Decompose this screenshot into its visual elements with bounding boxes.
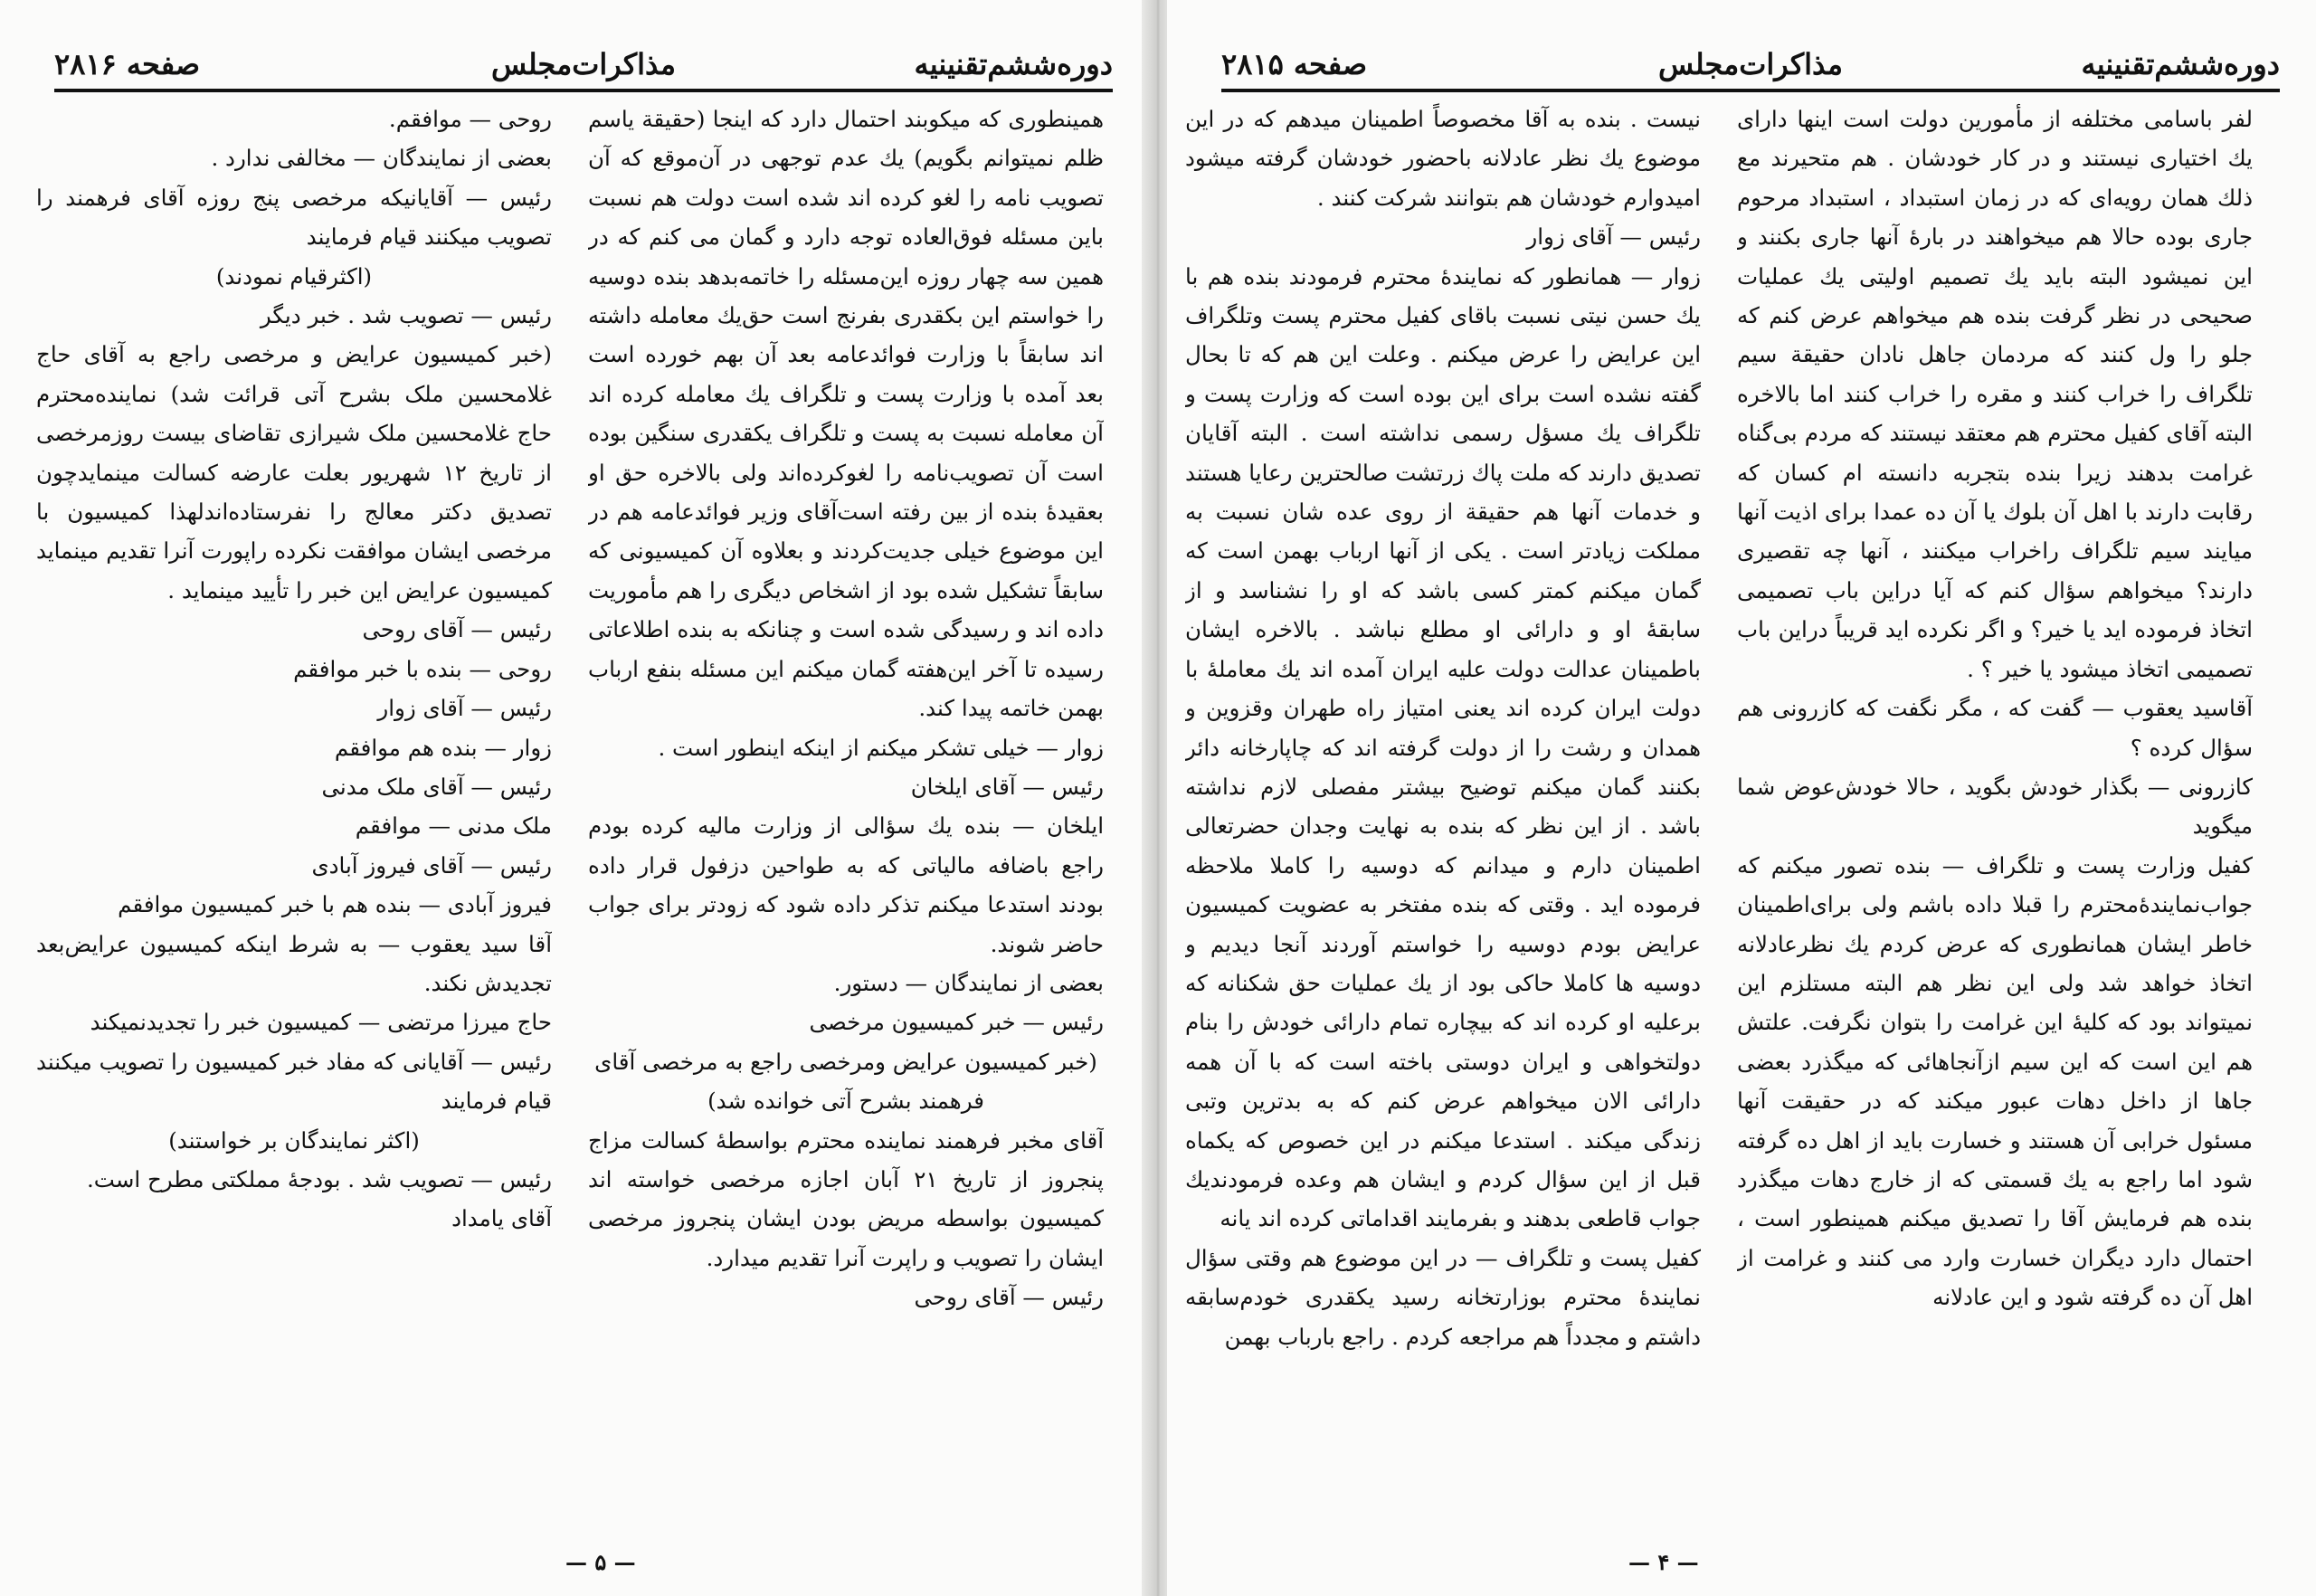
paragraph: همینطوری که میکوبند احتمال دارد که اینجا (حقیقة یاسم ظلم نمیتوانم بگویم) یك عدم توجهی در آن‌موقع که آن تصویب نامه را لغو کرده اند شده است دولت هم نسبت باین مسئله فوق‌العاده توجه دارد و گمان می کنم که در همین سه چهار روزه این‌مسئله را خاتمه‌بدهد بنده دوسیه را خواستم این بکقدری بفرنج است حق‌یك معامله داشته اند سابقاً با وزارت فوائدعامه بعد آن بهم خورده است بعد آمده با وزارت پست و تلگراف یك معامله کرده اند آن معامله نسبت به پست و تلگراف یکقدری سنگین بوده است آن تصویب‌نامه را لغوکرده‌اند ولی بالاخره حق او بعقیدهٔ بنده از بین رفته است‌آقای وزیر فوائدعامه هم در این موضوع خیلی جدیت‌کردند و بعلاوه آن کمیسیونی که سابقاً تشکیل شده بود از اشخاص دیگری را هم مأموریت داده اند و رسیدگی شده است و چنانکه به بنده اطلاعاتی رسیده تا آخر این‌هفته گمان میکنم این مسئله بنفع ارباب بهمن خاتمه پیدا کند. — [588, 106, 1104, 722]
paragraph: روحی — موافقم. — [388, 106, 552, 132]
right-page-header — [1221, 43, 2280, 92]
paragraph: آقاسید یعقوب — گفت که ، مگر نگفت که کازرونی هم سؤال کرده ؟ — [1737, 695, 2253, 761]
right-page-column-left — [1185, 100, 1701, 1511]
left-page-folio: — ۵ — — [565, 1549, 636, 1575]
right-page-column-right — [1737, 100, 2253, 1511]
paragraph: رئیس — آقای روحی — [362, 616, 552, 643]
paragraph: کفیل پست و تلگراف — در این موضوع هم وقتی سؤال نمایندهٔ محترم بوزارتخانه رسید یکقدری خودم‌سابقه داشتم و مجدداً هم مراجعه کردم . راجع بارباب بهمن — [1185, 1244, 1701, 1350]
right-page — [1167, 0, 2316, 1596]
paragraph: فیروز آبادی — بنده هم با خبر کمیسیون موافقم — [118, 891, 552, 918]
paragraph: رئیس — تصویب شد . خبر دیگر — [260, 302, 552, 329]
paragraph: زوار — خیلی تشکر میکنم از اینکه اینطور است . — [658, 734, 1104, 761]
paragraph: رئیس — خبر کمیسیون مرخصی — [809, 1009, 1104, 1036]
paragraph: روحی — بنده با خبر موافقم — [293, 655, 552, 682]
paragraph: بعضی از نمایندگان — دستور. — [833, 969, 1104, 996]
paragraph: زوار — همانطور که نمایندهٔ محترم فرمودند بنده هم با یك حسن نیتی نسبت باقای کفیل محترم پست وتلگراف این عرایض را عرض میکنم . وعلت این هم که تا بحال گفته نشده است برای این بوده است که وزارت پست و تلگراف یك مسؤل رسمی نداشته است . البته آقایان تصدیق دارند که ملت پاك زرتشت صالحترین رعایا هستند و خدمات آنها هم حقیقة از روی عده شان نسبت به مملکت زیادتر است . یکی از آنها ارباب بهمن است که گمان میکنم کمتر کسی باشد که او را نشناسد و از سابقهٔ او و دارائی او مطلع نباشد . بالاخره ایشان باطمینان عدالت دولت علیه ایران آمده اند یك معاملهٔ با دولت ایران کرده اند یعنی امتیاز راه طهران وقزوین و همدان و رشت را از دولت گرفته اند که چاپارخانه دائر بکنند گمان میکنم توضیح بیشتر مفصلی لازم نداشته باشد . از این نظر که بنده به نهایت وجدان حضرتعالی اطمینان دارم و میدانم که دوسیه را کاملا ملاحظه فرموده اید . وقتی که بنده مفتخر به عضویت کمیسیون عرایض بودم دوسیه را خواستم آوردند آنجا دیدیم و دوسیه ها کاملا حاکی بود از یك عملیات حق شکنانه که برعلیه او کرده اند که بیچاره تمام دارائی خودش را بنام دولتخواهی و ایران دوستی باخته است که با آن همه دارائی الان میخواهم عرض کنم که به بدترین وتبی زندگی میکند . استدعا میکنم در این خصوص که یکماه قبل از این سؤال کردم و ایشان هم وعده فرمودندیك جواب قاطعی بدهند و بفرمایند اقداماتی کرده اند یانه — [1185, 262, 1701, 1232]
left-header-title: مذاکرات‌مجلس — [491, 47, 676, 81]
paragraph: رئیس — آقای ایلخان — [910, 773, 1104, 800]
paragraph: رئیس — آقای ملک مدنی — [321, 773, 552, 800]
paragraph: رئیس — آقای فیروز آبادی — [311, 851, 552, 879]
left-page-header — [54, 43, 1113, 92]
right-header-session: دوره‌ششم‌تقنینیه — [2081, 47, 2280, 81]
paragraph: نیست . بنده به آقا مخصوصاً اطمینان میدهم که در این موضوع یك نظر عادلانه باحضور خودشان گرفته میشود امیدوارم خودشان هم بتوانند شرکت کنند . — [1185, 106, 1701, 211]
paragraph: (اکثر نمایندگان بر خواستند) — [168, 1126, 420, 1154]
left-header-page-number: صفحه ۲۸۱۶ — [54, 47, 201, 81]
paragraph: بعضی از نمایندگان — مخالفی ندارد . — [211, 145, 552, 172]
paragraph: رئیس — آقای روحی — [914, 1284, 1104, 1311]
paragraph: آقا سید یعقوب — به شرط اینکه کمیسیون عرایض‌بعد تجدیدش نکند. — [36, 930, 552, 996]
paragraph: کفیل وزارت پست و تلگراف — بنده تصور میکنم که جواب‌نمایندهٔ‌محترم را قبلا داده باشم ولی برای‌اطمینان خاطر ایشان همانطوری که عرض کردم یك نظرعادلانه اتخاذ خواهد شد ولی این نظر هم البته مستلزم این نمیتواند بود که کلیهٔ این غرامت را بتوان نگرفت. علتش هم این است که این سیم ازآنجاهائی که میگذرد بعضی جاها از داخل دهات عبور میکند که در حقیقت آنها مسئول خرابی آن هستند و خسارت باید از اهل ده گرفته شود اما راجع به یك قسمتی که از خارج دهات میگذرد بنده هم فرمایش آقا را تصدیق میکنم همینطور است ، احتمال دارد دیگران خسارت وارد می کنند و غرامت از اهل آن ده گرفته شود و این عادلانه — [1737, 851, 2253, 1311]
paragraph: رئیس — آقای زوار — [1526, 223, 1701, 251]
paragraph: (اکثرقیام نمودند) — [215, 262, 373, 290]
left-page-column-left — [36, 100, 552, 1511]
paragraph: رئیس — آقای زوار — [377, 695, 552, 722]
paragraph: کازرونی — بگذار خودش بگوید ، حالا خودش‌عوض شما میگوید — [1737, 773, 2253, 840]
paragraph: رئیس — تصویب شد . بودجهٔ مملکتی مطرح است. — [87, 1165, 552, 1192]
right-header-page-number: صفحه ۲۸۱۵ — [1221, 47, 1368, 81]
paragraph: آقای یامداد — [451, 1205, 552, 1232]
left-page — [0, 0, 1149, 1596]
right-page-folio: — ۴ — — [1628, 1549, 1699, 1575]
paragraph: ایلخان — بنده یك سؤالی از وزارت مالیه کرده بودم راجع باضافه مالیاتی که به طواحین دزفول قرار داده بودند استدعا میکنم تذکر داده شود که زودتر برای جواب حاضر شوند. — [588, 812, 1104, 957]
left-header-session: دوره‌ششم‌تقنینیه — [914, 47, 1113, 81]
paragraph: رئیس — آقایانی که مفاد خبر کمیسیون را تصویب میکنند قیام فرمایند — [36, 1048, 552, 1115]
paragraph: رئیس — آقایانیکه مرخصی پنج روزه آقای فرهمند را تصویب میکنند قیام فرمایند — [36, 184, 552, 251]
paragraph: آقای مخبر فرهمند نماینده محترم بواسطهٔ کسالت مزاج پنجروز از تاریخ ۲۱ آبان اجازه مرخصی خواسته اند کمیسیون بواسطه مریض بودن ایشان پنجروز مرخصی ایشان را تصویب و راپرت آنرا تقدیم میدارد. — [588, 1126, 1104, 1271]
paragraph: حاج میرزا مرتضی — کمیسیون خبر را تجدیدنمیکند — [90, 1009, 552, 1036]
paragraph: (خبر کمیسیون عرایض و مرخصی راجع به آقای حاج غلامحسین ملک بشرح آتی قرائت شد) نماینده‌محترم حاج غلامحسین ملک شیرازی تقاضای بیست روزمرخصی از تاریخ ۱۲ شهریور بعلت عارضه کسالت مینمایدچون تصدیق دکتر معالج را نفرستاده‌اندلهذا کمیسیون با مرخصی ایشان موافقت نکرده راپورت آنرا تقدیم مینماید کمیسیون عرایض این خبر را تأیید مینماید . — [36, 341, 552, 603]
paragraph: ملک مدنی — موافقم — [355, 812, 552, 840]
paragraph: زوار — بنده هم موافقم — [334, 734, 552, 761]
left-page-column-right — [588, 100, 1104, 1511]
right-header-title: مذاکرات‌مجلس — [1658, 47, 1843, 81]
paragraph: لفر باسامی مختلفه از مأمورین دولت است اینها دارای یك اختیاری نیستند و در کار خودشان . هم متحیرند مع ذلك همان رویه‌ای که در زمان استبداد ، استبداد مرحوم جاری بوده حالا هم میخواهند در بارهٔ آنها جاری بکنند و این نمیشود البته باید یك تصمیم اولیتی یك عملیات صحیحی در نظر گرفت بنده هم میخواهم عرض کنم که جلو را ول کنند که مردمان جاهل نادان حقیقة سیم تلگراف را خراب کنند و مقره را خراب کنند اما بالاخره البته آقای کفیل محترم هم معتقد نیستند که مردم بی‌گناه غرامت بدهند زیرا بنده بتجربه دانسته ام کسان که رقابت دارند با اهل آن بلوك یا آن ده عمدا برای اذیت آنها میایند سیم تلگراف راخراب میکنند ، آنها چه تقصیری دارند؟ میخواهم سؤال کنم که آیا دراین باب تصمیمی اتخاذ فرموده اید یا خیر؟ و اگر نکرده اید قریباً دراین باب تصمیمی اتخاذ میشود یا خیر ؟ . — [1737, 106, 2253, 682]
paragraph: (خبر کمیسیون عرایض ومرخصی راجع به مرخصی آقای فرهمند بشرح آتی خوانده شد) — [594, 1048, 1097, 1115]
